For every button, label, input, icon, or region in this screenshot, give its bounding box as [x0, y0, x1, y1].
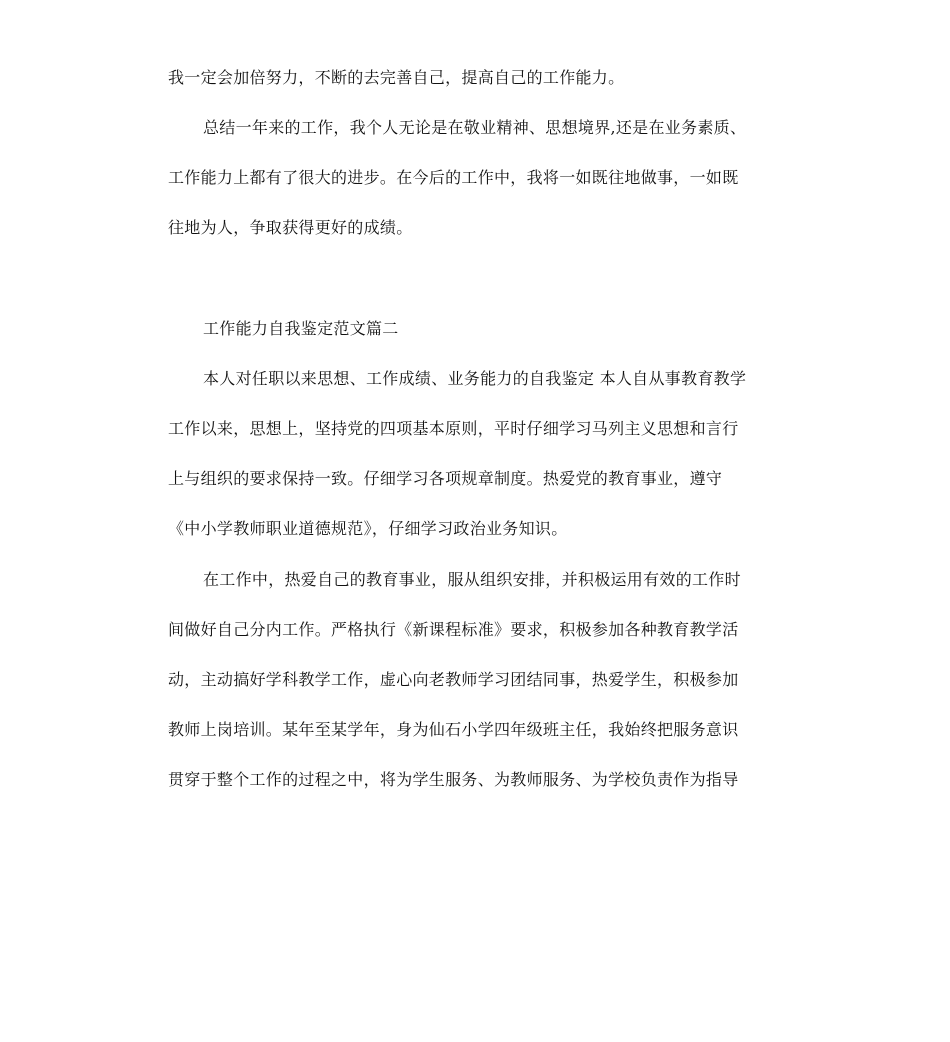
- paragraph-line: 贯穿于整个工作的过程之中，将为学生服务、为教师服务、为学校负责作为指导: [168, 770, 739, 789]
- paragraph-line: 往地为人，争取获得更好的成绩。: [168, 218, 413, 237]
- paragraph-line: 在工作中，热爱自己的教育事业，服从组织安排，并积极运用有效的工作时: [203, 570, 741, 589]
- paragraph-line: 我一定会加倍努力，不断的去完善自己，提高自己的工作能力。: [168, 68, 625, 87]
- paragraph-line: 工作以来，思想上，坚持党的四项基本原则，平时仔细学习马列主义思想和言行: [168, 419, 739, 438]
- paragraph-line: 总结一年来的工作，我个人无论是在敬业精神、思想境界,还是在业务素质、: [203, 118, 747, 137]
- paragraph-line: 动，主动搞好学科教学工作，虚心向老教师学习团结同事，热爱学生，积极参加: [168, 670, 739, 689]
- paragraph-line: 《中小学教师职业道德规范》，仔细学习政治业务知识。: [168, 519, 568, 538]
- section-heading: 工作能力自我鉴定范文篇二: [203, 319, 399, 338]
- paragraph-line: 上与组织的要求保持一致。仔细学习各项规章制度。热爱党的教育事业，遵守: [168, 469, 723, 488]
- paragraph-line: 教师上岗培训。某年至某学年，身为仙石小学四年级班主任，我始终把服务意识: [168, 720, 739, 739]
- paragraph-line: 间做好自己分内工作。严格执行《新课程标准》要求，积极参加各种教育教学活: [168, 620, 739, 639]
- paragraph-line: 本人对任职以来思想、工作成绩、业务能力的自我鉴定 本人自从事教育教学: [203, 369, 747, 388]
- paragraph-line: 工作能力上都有了很大的进步。在今后的工作中，我将一如既往地做事，一如既: [168, 168, 739, 187]
